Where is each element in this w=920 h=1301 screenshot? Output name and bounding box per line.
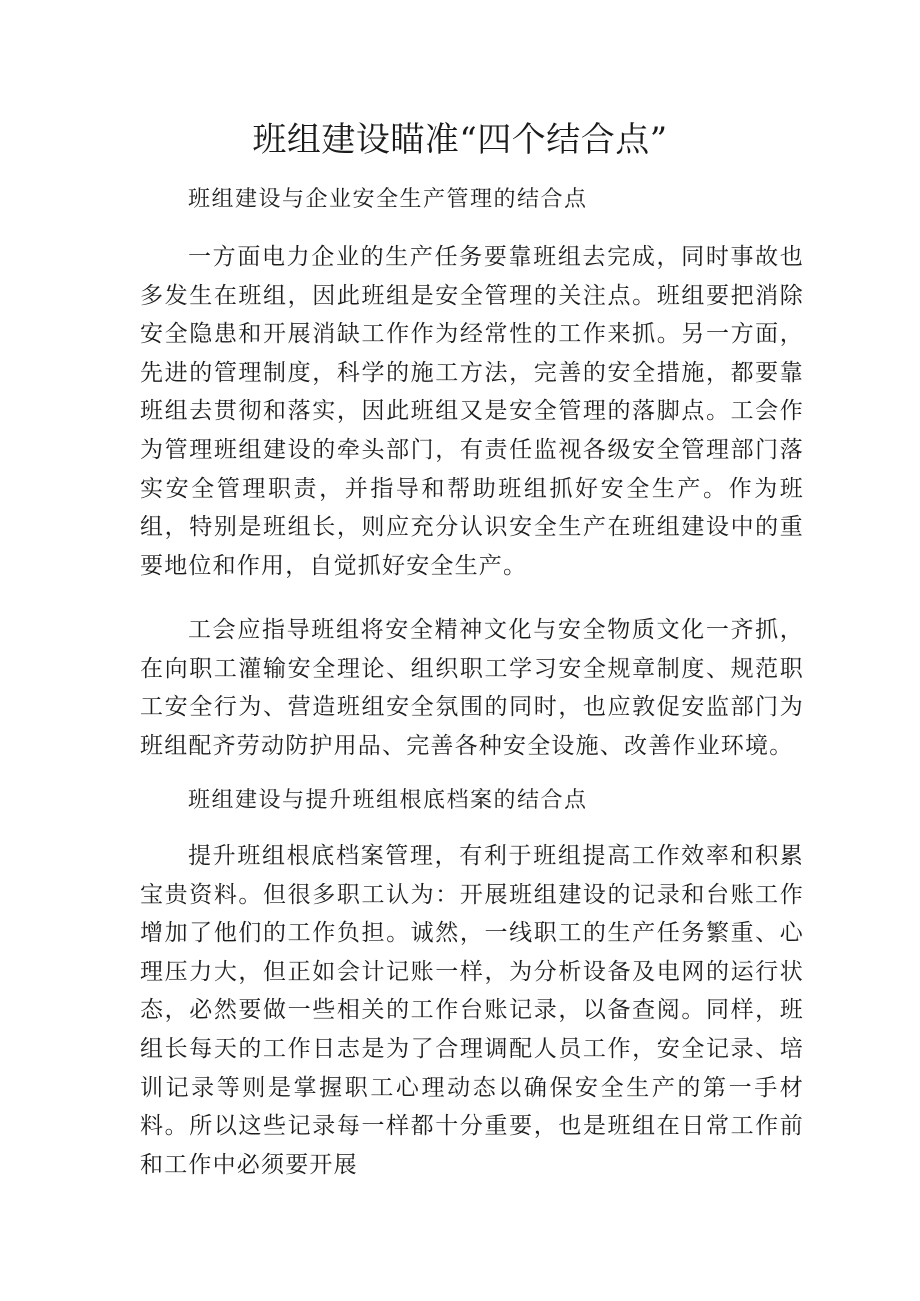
document-title: 班组建设瞄准“四个结合点” bbox=[252, 120, 668, 160]
section-heading-archives: 班组建设与提升班组根底档案的结合点 bbox=[188, 788, 588, 813]
paragraph-archives-1: 提升班组根底档案管理，有利于班组提高工作效率和积累宝贵资料。但很多职工认为：开展班组建设的记录和台账工作增加了他们的工作负担。诚然，一线职工的生产任务繁重、心理压力大，但正如会计记账一样，为分析设备及电网的运行状态，必然要做一些相关的工作台账记录，以备查阅。同样，班组长每天的工作日志是为了合理调配人员工作，安全记录、培训记录等则是掌握职工心理动态以确保安全生产的第一手材料。所以这些记录每一样都十分重要，也是班组在日常工作前和工作中必须要开展 bbox=[140, 843, 804, 1178]
section-heading-safety: 班组建设与企业安全生产管理的结合点 bbox=[188, 187, 588, 212]
paragraph-safety-1: 一方面电力企业的生产任务要靠班组去完成，同时事故也多发生在班组，因此班组是安全管理的关注点。班组要把消除安全隐患和开展消缺工作作为经常性的工作来抓。另一方面，先进的管理制度，科学的施工方法，完善的安全措施，都要靠班组去贯彻和落实，因此班组又是安全管理的落脚点。工会作为管理班组建设的牵头部门，有责任监视各级安全管理部门落实安全管理职责，并指导和帮助班组抓好安全生产。作为班组，特别是班组长，则应充分认识安全生产在班组建设中的重要地位和作用，自觉抓好安全生产。 bbox=[140, 244, 804, 579]
paragraph-safety-2: 工会应指导班组将安全精神文化与安全物质文化一齐抓，在向职工灌输安全理论、组织职工学习安全规章制度、规范职工安全行为、营造班组安全氛围的同时，也应敦促安监部门为班组配齐劳动防护用品、完善各种安全设施、改善作业环境。 bbox=[140, 617, 804, 759]
